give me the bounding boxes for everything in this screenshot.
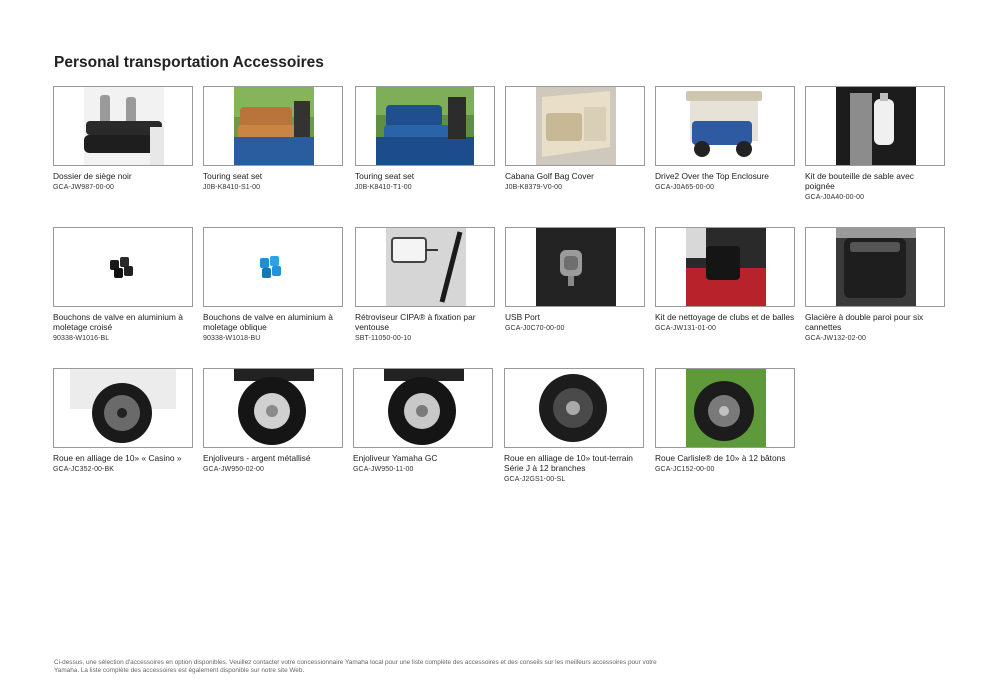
product-name: Enjoliveur Yamaha GC xyxy=(353,453,438,463)
product-name: USB Port xyxy=(505,312,540,322)
valve-caps-blue-photo xyxy=(203,227,343,307)
touring-seat-blue-photo xyxy=(355,86,495,166)
product-name: Cabana Golf Bag Cover xyxy=(505,171,594,181)
product-name: Touring seat set xyxy=(203,171,263,181)
touring-seat-tan-photo xyxy=(203,86,343,166)
page-title: Personal transportation Accessoires xyxy=(54,54,324,71)
product-name: Enjoliveurs - argent métallisé xyxy=(203,453,311,463)
product-card[interactable] xyxy=(53,227,193,343)
product-code: SBT-11050-00-10 xyxy=(355,335,412,342)
product-name: Roue en alliage de 10» « Casino » xyxy=(53,453,182,463)
mirror-photo xyxy=(355,227,495,307)
product-code: GCA-JW131-01-00 xyxy=(655,325,717,332)
product-grid xyxy=(53,86,953,506)
product-code: J0B-K8410-T1-00 xyxy=(355,184,412,191)
product-card[interactable] xyxy=(505,86,645,192)
product-card[interactable] xyxy=(203,368,343,474)
product-card[interactable] xyxy=(655,368,795,474)
product-name: Touring seat set xyxy=(355,171,415,181)
product-card[interactable] xyxy=(805,86,945,202)
casino-wheel-photo xyxy=(53,368,193,448)
product-code: GCA-J0A65-00-00 xyxy=(655,184,715,191)
product-card[interactable] xyxy=(805,227,945,343)
product-card[interactable] xyxy=(203,86,343,192)
product-card[interactable] xyxy=(504,368,644,484)
product-code: J0B-K8410-S1-00 xyxy=(203,184,261,191)
carlisle-wheel-photo xyxy=(655,368,795,448)
product-name: Kit de bouteille de sable avec poignée xyxy=(805,171,914,191)
product-code: GCA-JW950-11-00 xyxy=(353,466,414,473)
black-seat-back-photo xyxy=(53,86,193,166)
product-card[interactable] xyxy=(353,368,493,474)
product-name: Bouchons de valve en aluminium à moletage oblique xyxy=(203,312,333,332)
product-card[interactable] xyxy=(53,368,193,474)
product-code: GCA-J0C70-00-00 xyxy=(505,325,565,332)
product-name: Kit de nettoyage de clubs et de balles xyxy=(655,312,795,322)
product-code: J0B-K8379-V0-00 xyxy=(505,184,563,191)
product-name: Roue en alliage de 10» tout-terrain Série J à 12 branches xyxy=(504,453,633,473)
cleaning-kit-photo xyxy=(655,227,795,307)
gc-hubcap-photo xyxy=(353,368,493,448)
product-code: GCA-JW950-02-00 xyxy=(203,466,265,473)
product-code: GCA-JC152-00-00 xyxy=(655,466,715,473)
product-name: Bouchons de valve en aluminium à moletage croisé xyxy=(53,312,183,332)
product-card[interactable] xyxy=(355,227,495,343)
footnote: Ci-dessus, une sélection d'accessoires en option disponibles. Veuillez contacter votre concessionnaire Yamaha local pour une liste complète des accessoires et des conseils sur les meilleurs accessoires pour votre Yamaha. La liste complète des accessoires est également disponible sur notre site Web. xyxy=(54,659,657,674)
sand-bottle-photo xyxy=(805,86,945,166)
silver-hubcap-photo xyxy=(203,368,343,448)
product-code: GCA-JW987-00-00 xyxy=(53,184,115,191)
product-code: GCA-J0A40-00-00 xyxy=(805,194,865,201)
product-card[interactable] xyxy=(655,227,795,333)
product-code: GCA-J2GS1-00-SL xyxy=(504,476,566,483)
product-card[interactable] xyxy=(655,86,795,192)
product-name: Roue Carlisle® de 10» à 12 bâtons xyxy=(655,453,786,463)
product-name: Drive2 Over the Top Enclosure xyxy=(655,171,769,181)
product-card[interactable] xyxy=(53,86,193,192)
product-code: 90338-W1018-BU xyxy=(203,335,261,342)
product-card[interactable] xyxy=(203,227,343,343)
product-name: Rétroviseur CIPA® à fixation par ventouse xyxy=(355,312,476,332)
product-name: Glacière à double paroi pour six cannettes xyxy=(805,312,924,332)
valve-caps-black-photo xyxy=(53,227,193,307)
enclosure-cart-photo xyxy=(655,86,795,166)
usb-port-photo xyxy=(505,227,645,307)
product-code: 90338-W1016-BL xyxy=(53,335,110,342)
offroad-wheel-photo xyxy=(504,368,644,448)
cooler-photo xyxy=(805,227,945,307)
product-code: GCA-JW132-02-00 xyxy=(805,335,867,342)
golf-bag-cover-photo xyxy=(505,86,645,166)
product-code: GCA-JC352-00-BK xyxy=(53,466,115,473)
product-card[interactable] xyxy=(355,86,495,192)
product-name: Dossier de siège noir xyxy=(53,171,132,181)
product-card[interactable] xyxy=(505,227,645,333)
